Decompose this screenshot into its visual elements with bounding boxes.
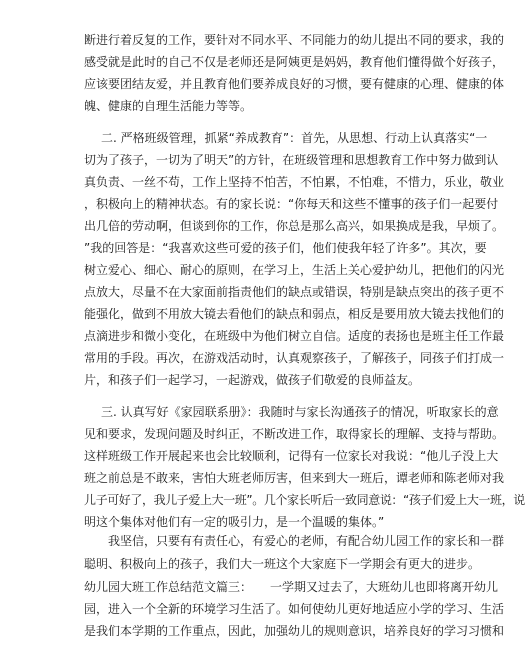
paragraph-line: 真负责、一丝不苟，工作上坚持不怕苦，不怕累，不怕难，不惜力，乐业，敬业 [84, 175, 505, 189]
paragraph-line: 聪明、积极向上的孩子，我们大一班这个大家庭下一学期会有更大的进步。 [84, 557, 481, 571]
paragraph-line: 点滴进步和微小变化，在班级中为他们树立自信。适度的表扬也是班主任工作最 [84, 329, 505, 343]
paragraph-line: 明这个集体对他们有一定的吸引力，是一个温暖的集体。” [84, 515, 385, 529]
paragraph-line: 我坚信，只要有有责任心，有爱心的老师，有配合幼儿园工作的家长和一群 [108, 534, 505, 548]
paragraph-line: 园，进入一个全新的环境学习生活了。如何使幼儿更好地适应小学的学习、生活 [84, 602, 505, 616]
paragraph-line: 这样班级工作开展起来也会比较顺利，记得有一位家长对我说：“他儿子没上大 [84, 449, 499, 463]
paragraph-line: 班之前总是不敢来，害怕大班老师厉害，但来到大一班后，谭老师和陈老师对我 [84, 471, 505, 485]
paragraph-line: ”我的回答是：“我喜欢这些可爱的孩子们，他们使我年轻了许多”。其次，要 [84, 241, 487, 255]
paragraph-line: 应该要团结友爱，并且教育他们要养成良好的习惯，要有健康的心理、健康的体 [84, 77, 505, 91]
paragraph-line: 感受就是此时的自己不仅是老师还是阿姨更是妈妈，教育他们懂得做个好孩子， [84, 55, 505, 69]
paragraph-line: 幼儿园大班工作总结范文篇三： 一学期又过去了，大班幼儿也即将离开幼儿 [84, 580, 499, 594]
paragraph-line: 儿子可好了，我儿子爱上大一班”。几个家长听后一致同意说：“孩子们爱上大一班，说 [84, 493, 525, 507]
paragraph-line: 点放大，尽量不在大家面前指责他们的缺点或错误，特别是缺点突出的孩子更不 [84, 285, 505, 299]
section-heading-line: 二. 严格班级管理，抓紧“养成教育”：首先，从思想、行动上认真落实“一 [101, 131, 488, 145]
paragraph-line: 树立爱心、细心、耐心的原则，在学习上，生活上关心爱护幼儿，把他们的闪光 [84, 263, 505, 277]
paragraph-line: 常用的手段。再次，在游戏活动时，认真观察孩子，了解孩子，同孩子们打成一 [84, 351, 505, 365]
paragraph-line: 片，和孩子们一起学习，一起游戏，做孩子们敬爱的良师益友。 [84, 373, 421, 387]
paragraph-line: 能强化，做到不用放大镜去看他们的缺点和弱点，相反是要用放大镜去找他们的 [84, 307, 505, 321]
paragraph-line: 断进行着反复的工作，要针对不同水平、不同能力的幼儿提出不同的要求，我的 [84, 33, 505, 47]
paragraph-line: 出几倍的劳动啊，但谈到你的工作，你总是那么高兴，如果换成是我，早烦了。 [84, 219, 505, 233]
paragraph-line: 是我们本学期的工作重点，因此，加强幼儿的规则意识，培养良好的学习习惯和 [84, 624, 505, 638]
paragraph-line: 见和要求，发现问题及时纠正，不断改进工作，取得家长的理解、支持与帮助。 [84, 427, 505, 441]
paragraph-line: 切为了孩子，一切为了明天”的方针，在班级管理和思想教育工作中努力做到认 [84, 153, 499, 167]
paragraph-line: 魄、健康的自理生活能力等等。 [84, 99, 253, 113]
paragraph-line: ，积极向上的精神状态。有的家长说：“你每天和这些不懂事的孩子们一起要付 [84, 197, 499, 211]
section-heading-line: 三. 认真写好《家园联系册》：我随时与家长沟通孩子的情况，听取家长的意 [101, 405, 499, 419]
